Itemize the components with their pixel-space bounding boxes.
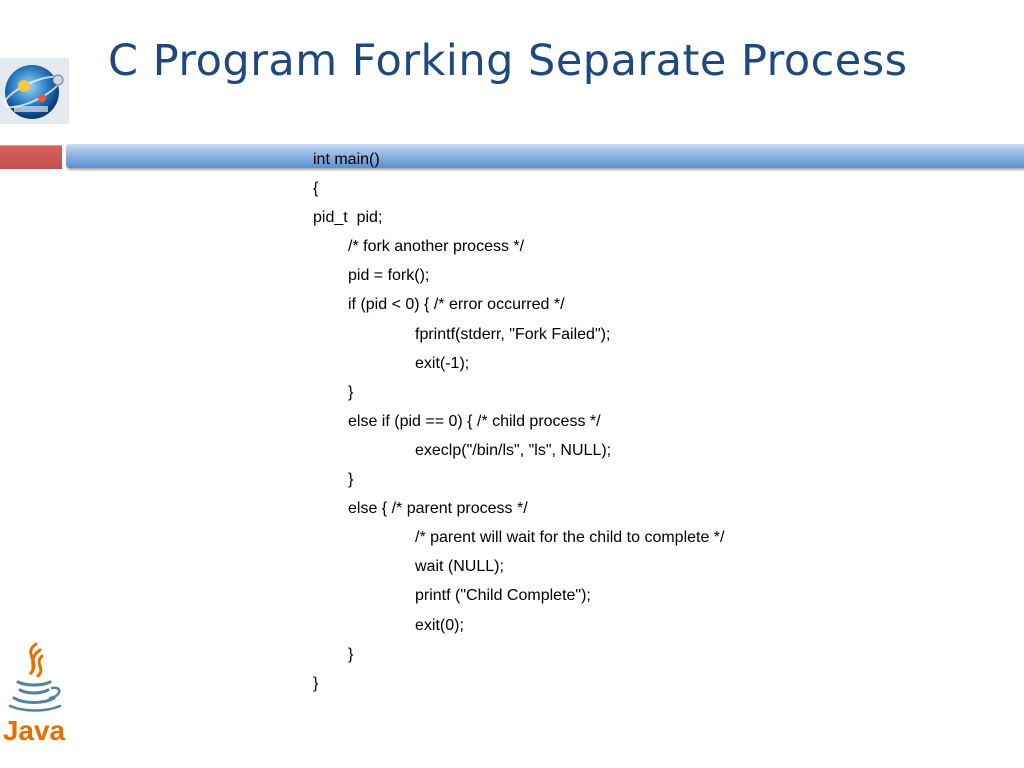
code-line: fprintf(stderr, "Fork Failed"); xyxy=(415,325,611,343)
slide-title: C Program Forking Separate Process xyxy=(108,36,908,86)
code-line: pid_t pid; xyxy=(313,209,383,227)
code-line: } xyxy=(348,383,354,401)
code-line: pid = fork(); xyxy=(348,267,430,285)
red-accent-bar xyxy=(0,145,62,169)
code-line: wait (NULL); xyxy=(415,558,504,576)
code-line: else if (pid == 0) { /* child process */ xyxy=(348,412,601,430)
code-line: { xyxy=(313,180,319,198)
code-line: if (pid < 0) { /* error occurred */ xyxy=(348,296,565,314)
code-line: exit(0); xyxy=(415,616,464,634)
code-line: /* fork another process */ xyxy=(348,238,525,256)
code-block xyxy=(313,145,724,698)
code-line: exit(-1); xyxy=(415,354,470,372)
code-line: printf ("Child Complete"); xyxy=(415,587,591,605)
code-line: } xyxy=(313,674,319,692)
code-line: /* parent will wait for the child to complete */ xyxy=(415,529,725,547)
code-line: else { /* parent process */ xyxy=(348,500,528,518)
code-line: execlp("/bin/ls", "ls", NULL); xyxy=(415,441,612,459)
code-line: } xyxy=(348,645,354,663)
java-logo-text: Java xyxy=(2,715,66,746)
globe-logo-icon xyxy=(0,58,69,124)
java-logo-icon xyxy=(2,640,66,748)
code-line: } xyxy=(348,471,354,489)
code-line: int main() xyxy=(313,151,380,168)
